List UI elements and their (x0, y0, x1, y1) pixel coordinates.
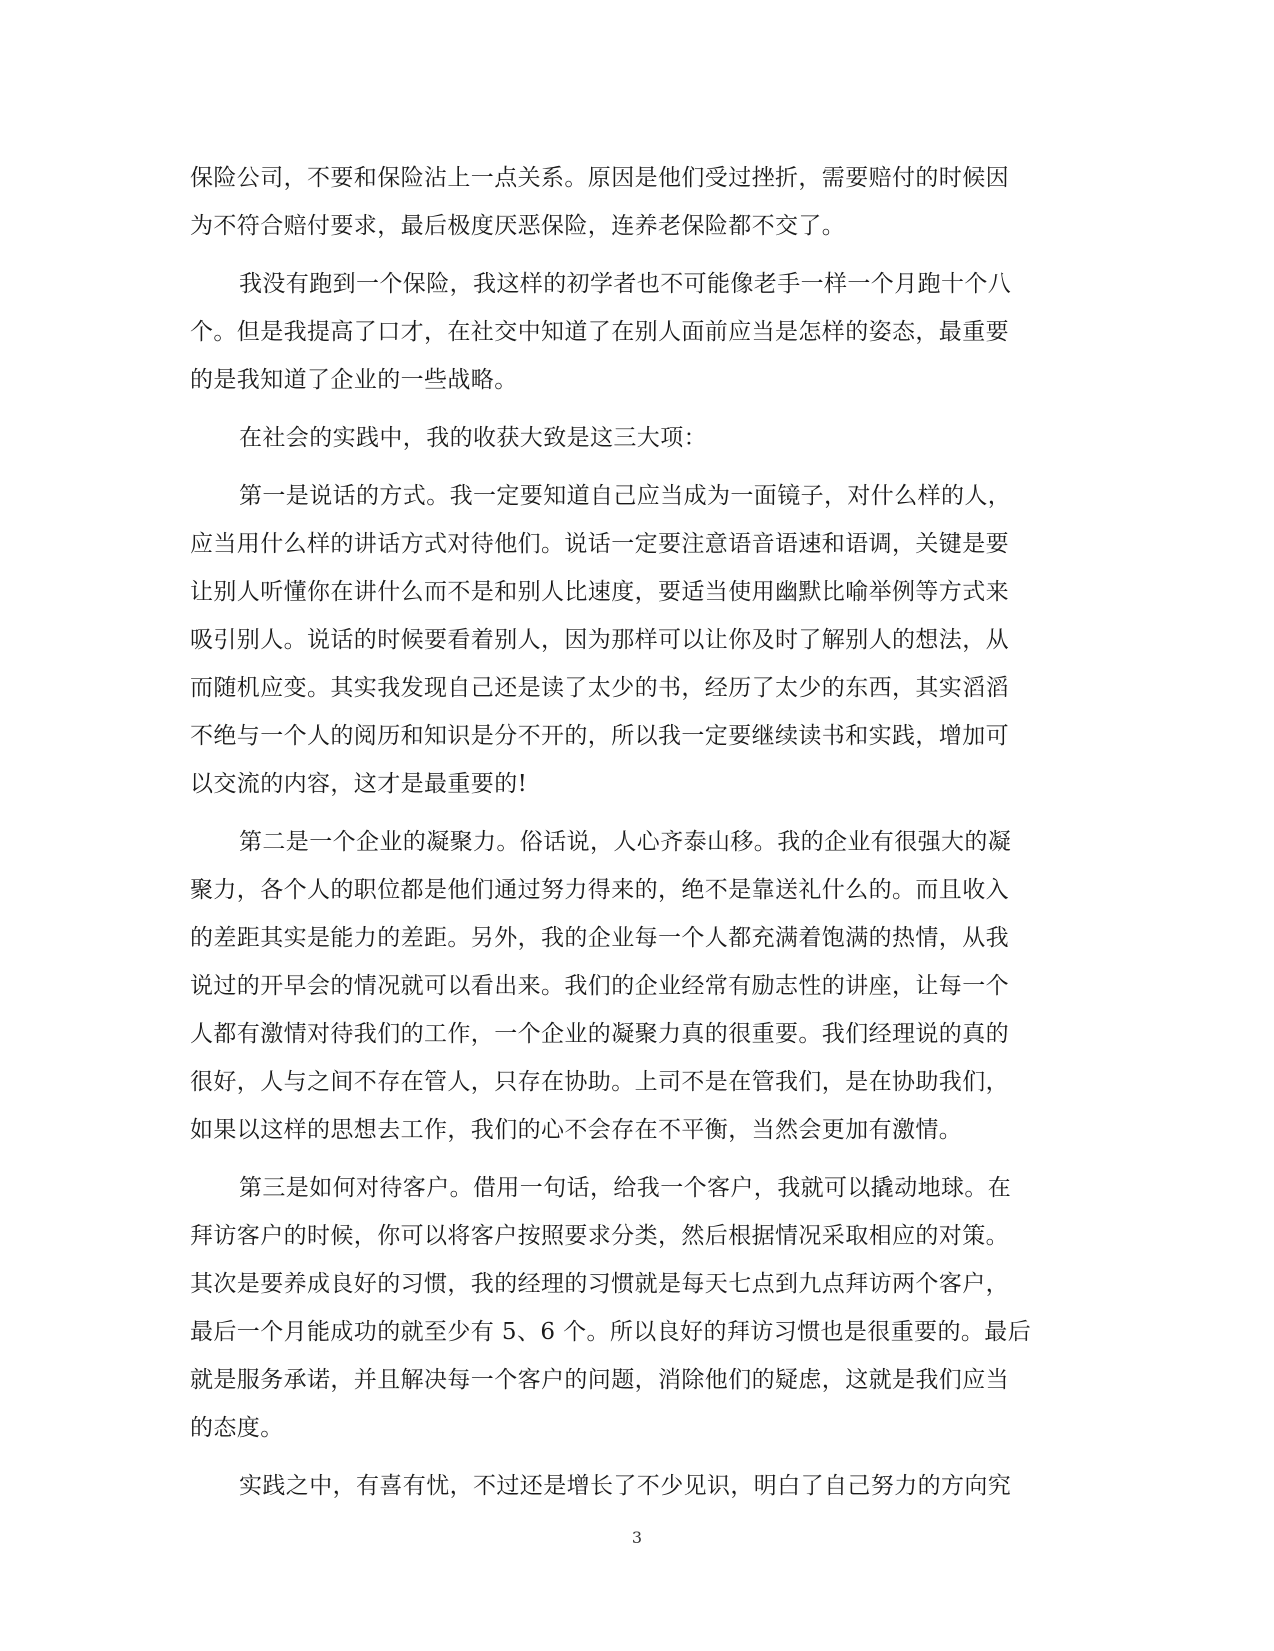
text-line: 保险公司，不要和保险沾上一点关系。原因是他们受过挫折，需要赔付的时候因 (190, 165, 1009, 191)
text-line: 人都有激情对待我们的工作，一个企业的凝聚力真的很重要。我们经理说的真的 (190, 1021, 1009, 1047)
text-line: 的态度。 (190, 1415, 284, 1441)
paragraph (190, 818, 1070, 1154)
text-line: 说过的开早会的情况就可以看出来。我们的企业经常有励志性的讲座，让每一个 (190, 973, 1009, 999)
text-line: 吸引别人。说话的时候要看着别人，因为那样可以让你及时了解别人的想法，从 (190, 627, 1009, 653)
text-line: 的是我知道了企业的一些战略。 (190, 367, 518, 393)
text-line: 实践之中，有喜有忧，不过还是增长了不少见识，明白了自己努力的方向究 (239, 1473, 1012, 1499)
paragraph (190, 1462, 1070, 1510)
text-line: 其次是要养成良好的习惯，我的经理的习惯就是每天七点到九点拜访两个客户， (190, 1271, 1009, 1297)
text-line: 让别人听懂你在讲什么而不是和别人比速度，要适当使用幽默比喻举例等方式来 (190, 579, 1009, 605)
text-line: 最后一个月能成功的就至少有 5、6 个。所以良好的拜访习惯也是很重要的。最后 (190, 1319, 1032, 1345)
text-line: 为不符合赔付要求，最后极度厌恶保险，连养老保险都不交了。 (190, 213, 846, 239)
text-line: 而随机应变。其实我发现自己还是读了太少的书，经历了太少的东西，其实滔滔 (190, 675, 1009, 701)
text-line: 很好，人与之间不存在管人，只存在协助。上司不是在管我们，是在协助我们， (190, 1069, 1009, 1095)
text-line: 应当用什么样的讲话方式对待他们。说话一定要注意语音语速和语调，关键是要 (190, 531, 1009, 557)
text-line: 的差距其实是能力的差距。另外，我的企业每一个人都充满着饱满的热情，从我 (190, 925, 1009, 951)
text-line: 不绝与一个人的阅历和知识是分不开的，所以我一定要继续读书和实践，增加可 (190, 723, 1009, 749)
paragraph (190, 1164, 1070, 1452)
text-line: 个。但是我提高了口才，在社交中知道了在别人面前应当是怎样的姿态，最重要 (190, 319, 1009, 345)
document-body (190, 154, 1070, 1520)
text-line: 我没有跑到一个保险，我这样的初学者也不可能像老手一样一个月跑十个八 (239, 271, 1012, 297)
text-line: 如果以这样的思想去工作，我们的心不会存在不平衡，当然会更加有激情。 (190, 1117, 963, 1143)
text-line: 第三是如何对待客户。借用一句话，给我一个客户，我就可以撬动地球。在 (239, 1175, 1012, 1201)
paragraph (190, 414, 1070, 462)
page-number: 3 (631, 1528, 643, 1547)
paragraph (190, 260, 1070, 404)
text-line: 以交流的内容，这才是最重要的! (190, 771, 528, 797)
paragraph (190, 154, 1070, 250)
text-line: 在社会的实践中，我的收获大致是这三大项： (239, 425, 707, 451)
text-line: 聚力，各个人的职位都是他们通过努力得来的，绝不是靠送礼什么的。而且收入 (190, 877, 1009, 903)
text-line: 第一是说话的方式。我一定要知道自己应当成为一面镜子，对什么样的人， (239, 483, 1012, 509)
text-line: 就是服务承诺，并且解决每一个客户的问题，消除他们的疑虑，这就是我们应当 (190, 1367, 1009, 1393)
text-line: 第二是一个企业的凝聚力。俗话说，人心齐泰山移。我的企业有很强大的凝 (239, 829, 1012, 855)
paragraph (190, 472, 1070, 808)
text-line: 拜访客户的时候，你可以将客户按照要求分类，然后根据情况采取相应的对策。 (190, 1223, 1009, 1249)
